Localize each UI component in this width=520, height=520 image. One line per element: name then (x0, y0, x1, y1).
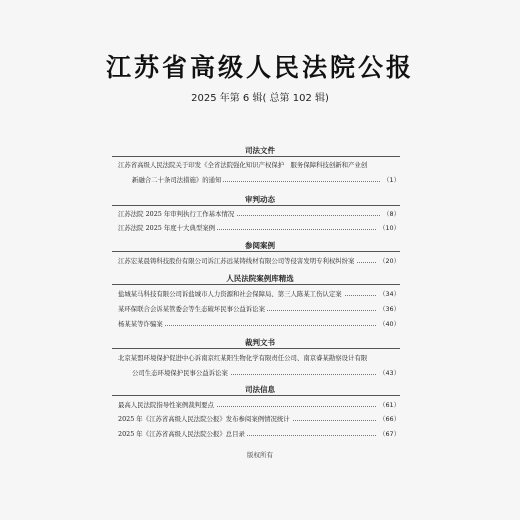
toc-entry-page: （67） (379, 430, 400, 438)
toc-entry-page: （61） (379, 401, 400, 409)
section-rule (112, 395, 400, 396)
toc-entry[interactable] (118, 222, 400, 234)
section-heading: 审判动态 (245, 195, 275, 204)
toc-entry-page: （40） (379, 320, 400, 328)
section-rule (112, 205, 400, 206)
toc-entry-page: （34） (379, 290, 400, 298)
bulletin-title: 江苏省高级人民法院公报 (105, 53, 414, 82)
section-heading: 人民法院案例库精选 (226, 274, 294, 283)
toc-entry-page: （10） (379, 224, 400, 232)
toc-entry[interactable] (118, 399, 400, 411)
section-rule (112, 156, 400, 157)
section-heading: 司法文件 (245, 146, 275, 155)
toc-entry-title: 江苏宏某晨铸科技股份有限公司诉江苏远某铸线材有限公司等侵害发明专利权纠纷案 (118, 257, 355, 265)
toc-entry[interactable] (118, 428, 400, 440)
toc-entry[interactable] (132, 367, 400, 379)
toc-entry-title: 江苏法院 2025 年度十大典型案例 (118, 224, 216, 232)
toc-entry-page: （43） (379, 369, 400, 377)
toc-entry-title: 北京某盟环境保护促进中心诉南京红某阳生物化学有限责任公司、南京睿某勘察设计有限 (118, 354, 368, 362)
section-rule (112, 348, 400, 349)
toc-entry-page: （8） (383, 210, 400, 218)
section-rule (112, 251, 400, 252)
issue-number: 2025 年第 6 辑( 总第 102 辑) (191, 93, 329, 104)
section-heading: 参阅案例 (245, 241, 275, 250)
toc-entry-title: 最高人民法院指导性案例裁判要点 (118, 401, 214, 409)
section-heading: 裁判文书 (245, 338, 275, 347)
toc-entry-title: 某环保联合会诉某管委会等生态破坏民事公益诉讼案 (118, 305, 265, 313)
toc-entry[interactable] (118, 318, 400, 330)
toc-entry-title: 江苏省高级人民法院关于印发《全省法院强化知识产权保护 服务保障科技创新和产业创 (118, 161, 368, 169)
toc-entry-title: 2025 年《江苏省高级人民法院公报》总目录 (118, 430, 245, 438)
toc-entry-page: （20） (379, 257, 400, 265)
toc-entry[interactable] (132, 174, 400, 186)
toc-entry-page: （36） (379, 305, 400, 313)
toc-entry[interactable] (118, 288, 400, 300)
section-rule (112, 284, 400, 285)
toc-entry[interactable] (118, 352, 400, 364)
toc-entry[interactable] (118, 255, 400, 267)
toc-entry-title: 公司生态环境保护民事公益诉讼案 (132, 369, 228, 377)
toc-entry-title: 新融合二十条司法措施》的通知 (132, 176, 222, 184)
toc-entry-title: 杨某某等诈骗案 (118, 320, 163, 328)
toc-entry[interactable] (118, 303, 400, 315)
toc-entry-page: （66） (379, 415, 400, 423)
toc-entry-title: 2025 年《江苏省高级人民法院公报》发布参阅案例情况统计 (118, 415, 290, 423)
toc-entry[interactable] (118, 208, 400, 220)
toc-entry-page: （1） (383, 176, 400, 184)
toc-entry[interactable] (118, 413, 400, 425)
toc-entry-title: 江苏法院 2025 年审判执行工作基本情况 (118, 210, 235, 218)
section-heading: 司法信息 (245, 385, 275, 394)
toc-entry-title: 盐城某马科技有限公司诉盐城市人力资源和社会保障局、第三人陈某工伤认定案 (118, 290, 342, 298)
copyright-notice: 版权所有 (247, 451, 273, 459)
toc-entry[interactable] (118, 159, 400, 171)
